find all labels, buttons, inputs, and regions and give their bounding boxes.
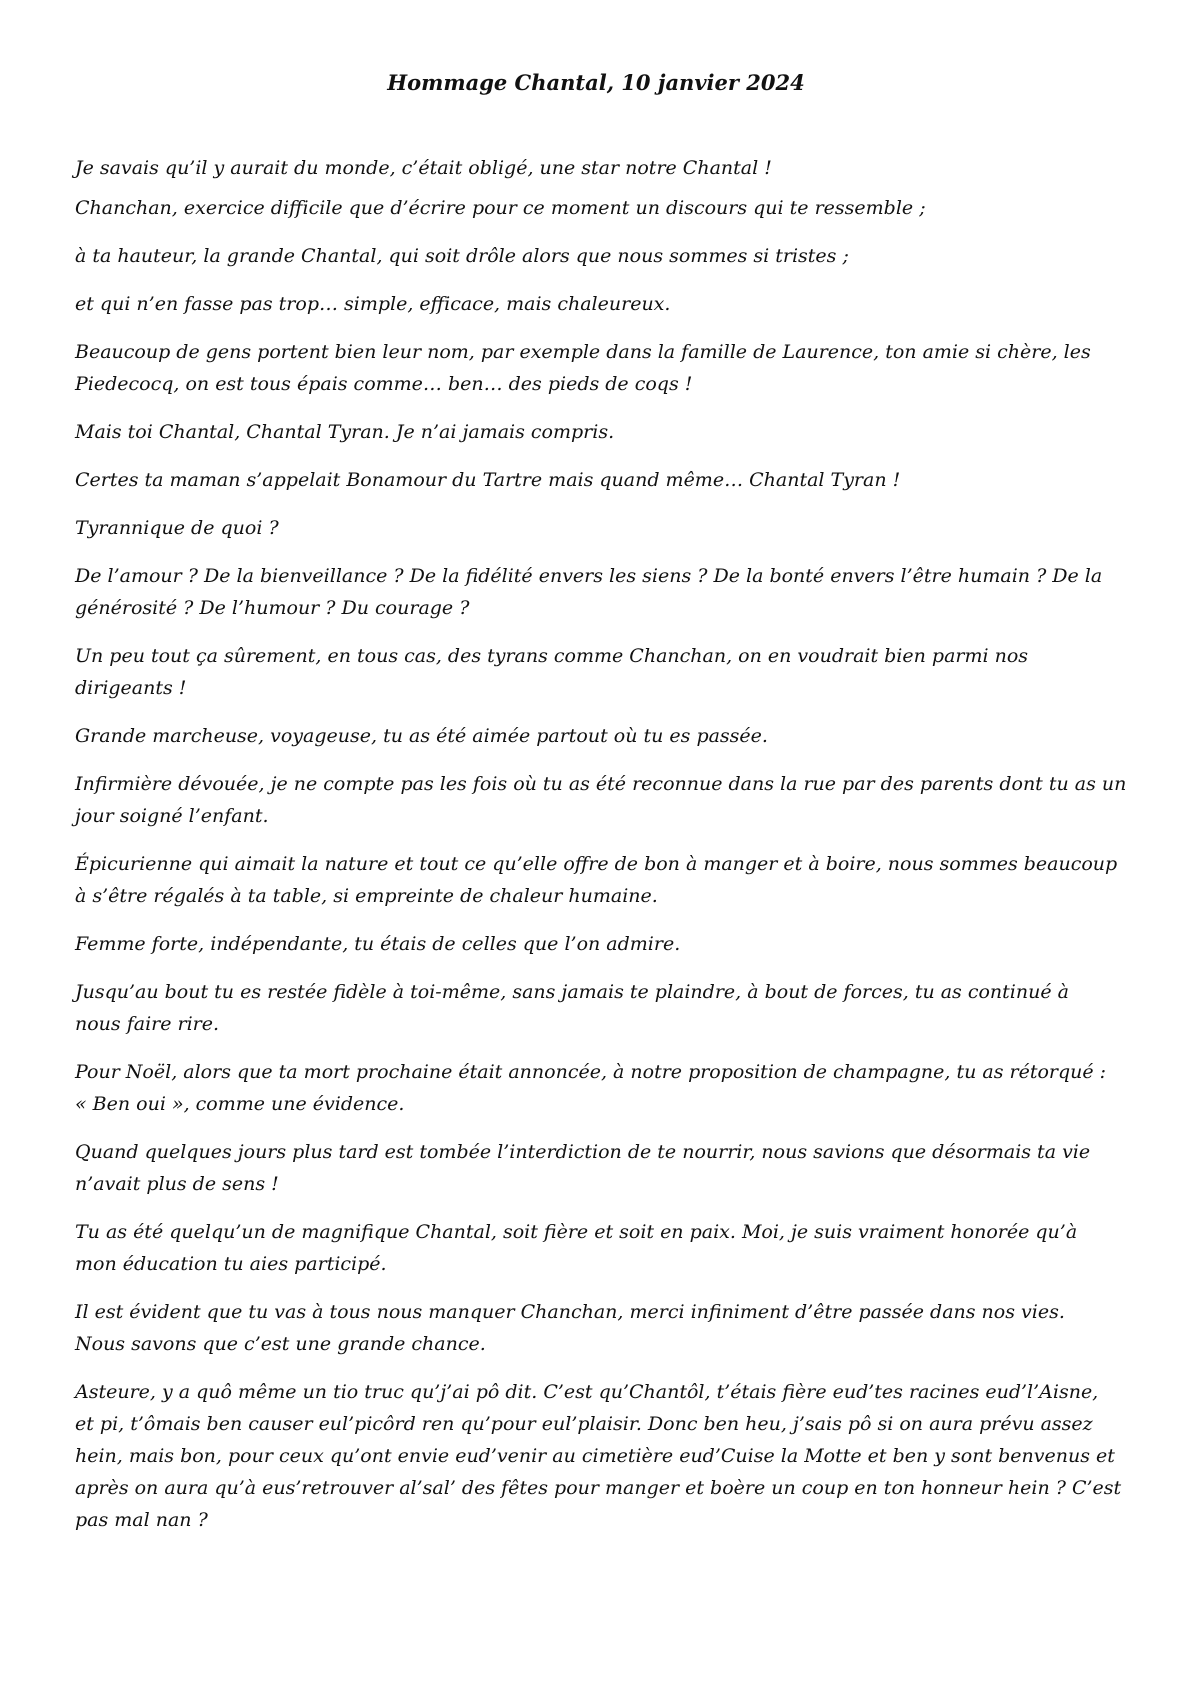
paragraph-line: Chanchan, exercice difficile que d’écrire pour ce moment un discours qui te ressemble ; bbox=[75, 197, 926, 219]
paragraph bbox=[75, 848, 1137, 912]
paragraph-line: après on aura qu’à eus’retrouver al’sal’ des fêtes pour manger et boère un coup en ton honneur hein ? C’est bbox=[75, 1477, 1122, 1499]
paragraph-line: et pi, t’ômais ben causer eul’picôrd ren qu’pour eul’plaisir. Donc ben heu, j’sais pô si on aura prévu assez bbox=[75, 1413, 1093, 1435]
paragraph-line: Quand quelques jours plus tard est tombée l’interdiction de te nourrir, nous savions que désormais ta vie bbox=[75, 1141, 1091, 1163]
paragraph bbox=[75, 976, 1137, 1040]
paragraph-line: Je savais qu’il y aurait du monde, c’était obligé, une star notre Chantal ! bbox=[75, 157, 772, 179]
paragraph bbox=[75, 1376, 1137, 1536]
paragraph-line: dirigeants ! bbox=[75, 677, 187, 699]
paragraph-line: « Ben oui », comme une évidence. bbox=[75, 1093, 405, 1115]
paragraph bbox=[75, 560, 1137, 624]
paragraph-line: Certes ta maman s’appelait Bonamour du Tartre mais quand même… Chantal Tyran ! bbox=[75, 469, 901, 491]
document-body bbox=[75, 152, 1137, 1552]
paragraph bbox=[75, 192, 1137, 224]
paragraph-line: à ta hauteur, la grande Chantal, qui soit drôle alors que nous sommes si tristes ; bbox=[75, 245, 849, 267]
paragraph bbox=[75, 1216, 1137, 1280]
paragraph bbox=[75, 720, 1137, 752]
paragraph-line: Un peu tout ça sûrement, en tous cas, des tyrans comme Chanchan, on en voudrait bien parmi nos bbox=[75, 645, 1029, 667]
paragraph-line: n’avait plus de sens ! bbox=[75, 1173, 279, 1195]
paragraph-line: Jusqu’au bout tu es restée fidèle à toi-même, sans jamais te plaindre, à bout de forces, tu as continué à bbox=[75, 981, 1069, 1003]
paragraph-line: Pour Noël, alors que ta mort prochaine était annoncée, à notre proposition de champagne, tu as rétorqué : bbox=[75, 1061, 1107, 1083]
paragraph-line: Mais toi Chantal, Chantal Tyran. Je n’ai jamais compris. bbox=[75, 421, 615, 443]
paragraph bbox=[75, 288, 1137, 320]
paragraph bbox=[75, 416, 1137, 448]
paragraph-line: pas mal nan ? bbox=[75, 1509, 208, 1531]
paragraph-line: Femme forte, indépendante, tu étais de celles que l’on admire. bbox=[75, 933, 681, 955]
document-title: Hommage Chantal, 10 janvier 2024 bbox=[387, 70, 805, 95]
paragraph bbox=[75, 336, 1137, 400]
paragraph-line: Tu as été quelqu’un de magnifique Chantal, soit fière et soit en paix. Moi, je suis vraiment honorée qu’à bbox=[75, 1221, 1078, 1243]
paragraph-line: Il est évident que tu vas à tous nous manquer Chanchan, merci infiniment d’être passée dans nos vies. bbox=[75, 1301, 1065, 1323]
paragraph-line: Piedecocq, on est tous épais comme… ben… des pieds de coqs ! bbox=[75, 373, 693, 395]
paragraph-line: nous faire rire. bbox=[75, 1013, 220, 1035]
paragraph-line: Tyrannique de quoi ? bbox=[75, 517, 279, 539]
paragraph bbox=[75, 512, 1137, 544]
paragraph-line: à s’être régalés à ta table, si empreinte de chaleur humaine. bbox=[75, 885, 658, 907]
paragraph-line: Épicurienne qui aimait la nature et tout ce qu’elle offre de bon à manger et à boire, nous sommes beaucoup bbox=[75, 853, 1118, 875]
paragraph bbox=[75, 928, 1137, 960]
paragraph bbox=[75, 640, 1137, 704]
paragraph-line: mon éducation tu aies participé. bbox=[75, 1253, 387, 1275]
paragraph-line: et qui n’en fasse pas trop… simple, efficace, mais chaleureux. bbox=[75, 293, 671, 315]
paragraph-line: Grande marcheuse, voyageuse, tu as été aimée partout où tu es passée. bbox=[75, 725, 768, 747]
paragraph-line: De l’amour ? De la bienveillance ? De la fidélité envers les siens ? De la bonté envers l’être humain ? De la bbox=[75, 565, 1103, 587]
paragraph-line: générosité ? De l’humour ? Du courage ? bbox=[75, 597, 470, 619]
paragraph bbox=[75, 1296, 1137, 1360]
paragraph-line: Beaucoup de gens portent bien leur nom, par exemple dans la famille de Laurence, ton amie si chère, les bbox=[75, 341, 1091, 363]
paragraph bbox=[75, 464, 1137, 496]
paragraph bbox=[75, 240, 1137, 272]
paragraph-line: Asteure, y a quô même un tio truc qu’j’ai pô dit. C’est qu’Chantôl, t’étais fière eud’tes racines eud’l’Aisne, bbox=[75, 1381, 1099, 1403]
paragraph-line: Nous savons que c’est une grande chance. bbox=[75, 1333, 486, 1355]
paragraph bbox=[75, 768, 1137, 832]
paragraph bbox=[75, 1136, 1137, 1200]
paragraph-line: hein, mais bon, pour ceux qu’ont envie eud’venir au cimetière eud’Cuise la Motte et ben y sont benvenus et bbox=[75, 1445, 1115, 1467]
paragraph-line: Infirmière dévouée, je ne compte pas les fois où tu as été reconnue dans la rue par des parents dont tu as un bbox=[75, 773, 1127, 795]
paragraph-line: jour soigné l’enfant. bbox=[75, 805, 269, 827]
paragraph bbox=[75, 1056, 1137, 1120]
paragraph bbox=[75, 152, 1137, 184]
